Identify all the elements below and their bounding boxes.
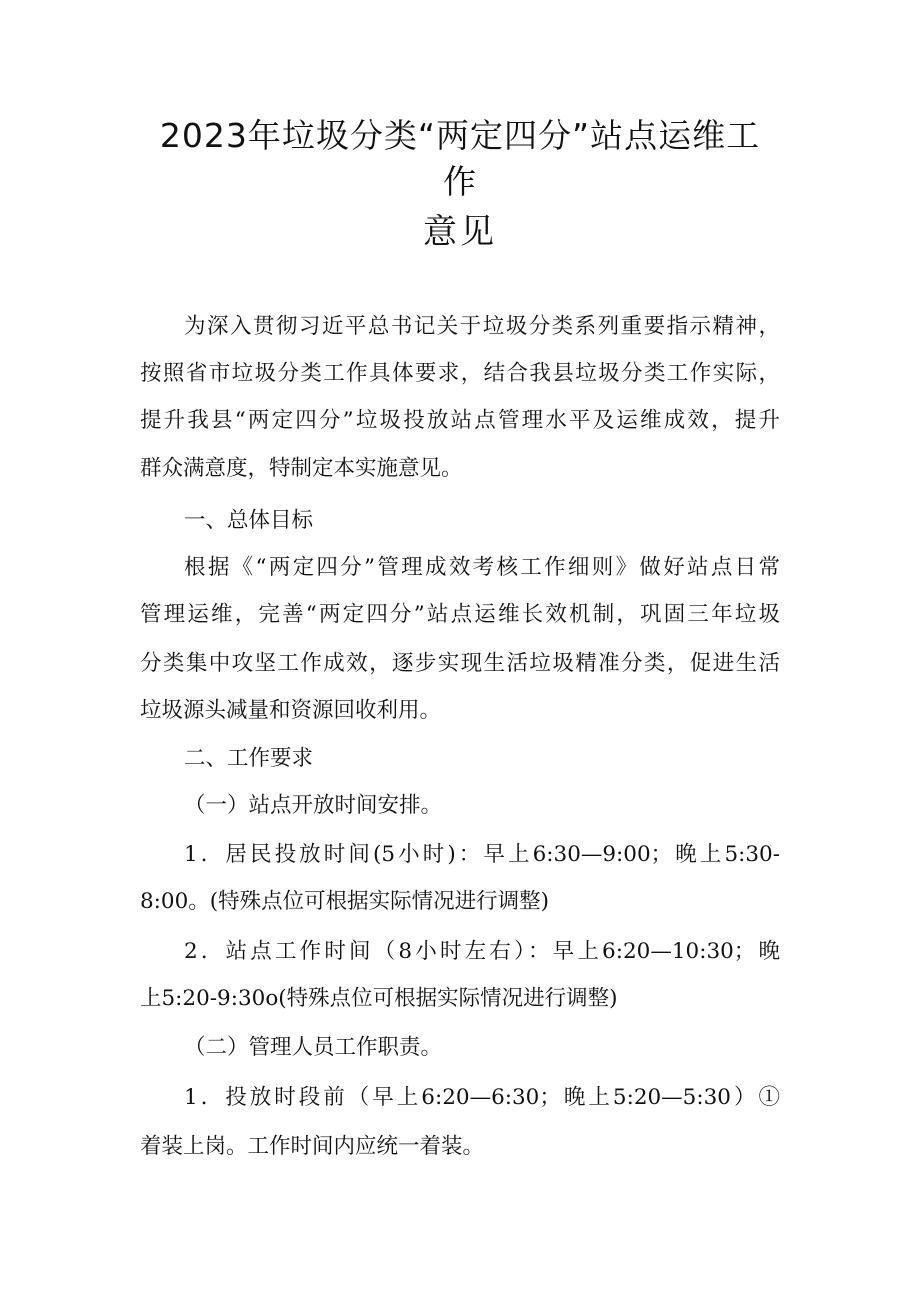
list-item-line: 上5:20-9:30o(特殊点位可根据实际情况进行调整) [140, 986, 618, 1011]
section-body-line: 分类集中攻坚工作成效，逐步实现生活垃圾精准分类，促进生活 [140, 651, 780, 676]
list-item-line: 2．站点工作时间（8小时左右）：早上6:20—10:30；晚 [184, 939, 780, 964]
section-body-line: 垃圾源头减量和资源回收利用。 [140, 698, 442, 723]
list-item-line: 1．居民投放时间(5小时)：早上6:30—9:00；晚上5:30- [184, 842, 780, 867]
section-body-line: 管理运维，完善“两定四分”站点运维长效机制，巩固三年垃圾 [140, 602, 780, 627]
list-item-line: 8:00。(特殊点位可根据实际情况进行调整) [140, 889, 550, 914]
intro-line: 为深入贯彻习近平总书记关于垃圾分类系列重要指示精神， [184, 314, 780, 339]
intro-line: 提升我县“两定四分”垃圾投放站点管理水平及运维成效，提升 [140, 408, 780, 433]
section-heading: 二、工作要求 [184, 746, 314, 771]
subsection-heading: （一）站点开放时间安排。 [184, 793, 443, 818]
section-heading: 一、总体目标 [184, 508, 314, 533]
intro-line: 群众满意度，特制定本实施意见。 [140, 456, 463, 481]
title-line-1: 2023年垃圾分类“两定四分”站点运维工 [159, 116, 761, 155]
title-line-2: 作 [443, 162, 477, 201]
title-line-3: 意见 [423, 212, 497, 252]
list-item-line: 1．投放时段前（早上6:20—6:30；晚上5:20—5:30）① [184, 1085, 780, 1110]
list-item-line: 着装上岗。工作时间内应统一着装。 [140, 1134, 485, 1159]
subsection-heading: （二）管理人员工作职责。 [184, 1035, 443, 1060]
section-body-line: 根据《“两定四分”管理成效考核工作细则》做好站点日常 [184, 555, 780, 580]
intro-line: 按照省市垃圾分类工作具体要求，结合我县垃圾分类工作实际， [140, 361, 780, 386]
